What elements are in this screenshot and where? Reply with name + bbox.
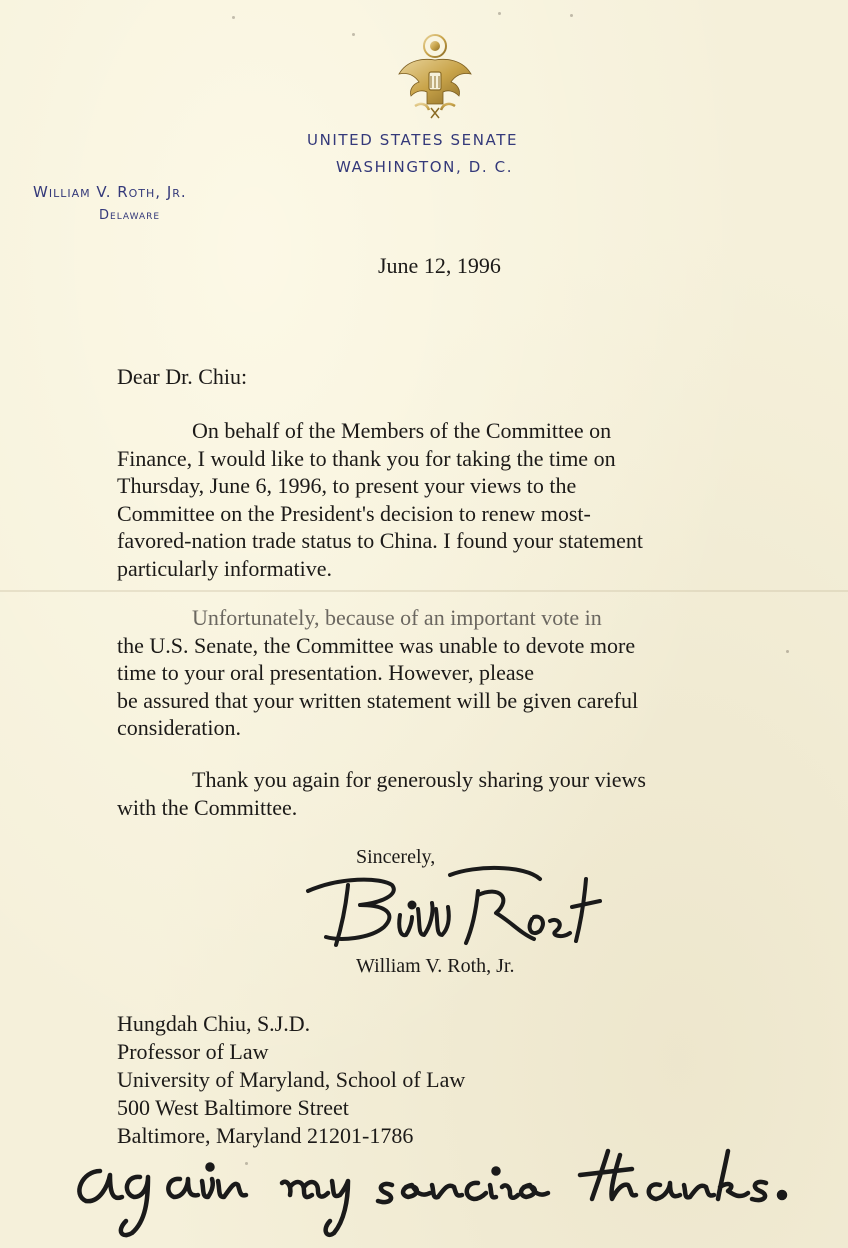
paragraph-line: consideration. (117, 715, 242, 740)
recipient-name: Hungdah Chiu, S.J.D. (117, 1011, 311, 1036)
paragraph-line: the U.S. Senate, the Committee was unable to devote more (117, 632, 636, 658)
recipient-title: Professor of Law (117, 1039, 269, 1064)
paragraph-apology (117, 604, 807, 742)
paragraph-line: Committee on the President's decision to renew most- (117, 500, 591, 526)
recipient-address (117, 1010, 465, 1150)
senator-state: Delaware (99, 208, 161, 223)
paper-speck (245, 1162, 248, 1165)
paragraph-line: Finance, I would like to thank you for taking the time on (117, 445, 616, 471)
paragraph-line: be assured that your written statement will be given careful (117, 687, 639, 713)
letterhead-city: WASHINGTON, D. C. (336, 158, 514, 176)
paragraph-line: time to your oral presentation. However, please (117, 660, 534, 685)
closing: Sincerely, (356, 846, 436, 868)
paper-speck (352, 33, 355, 36)
paragraph-line: with the Committee. (117, 794, 298, 820)
letterhead-institution: UNITED STATES SENATE (307, 131, 519, 149)
letter-date: June 12, 1996 (378, 253, 501, 278)
paper-speck (498, 12, 501, 15)
paragraph-line: particularly informative. (117, 555, 333, 581)
recipient-street: 500 West Baltimore Street (117, 1095, 349, 1120)
paper-fold-line (0, 590, 848, 592)
recipient-city: Baltimore, Maryland 21201-1786 (117, 1123, 414, 1148)
recipient-institution: University of Maryland, School of Law (117, 1067, 466, 1092)
signer-name: William V. Roth, Jr. (356, 955, 515, 977)
paragraph-line: Unfortunately, because of an important vote in (192, 605, 602, 630)
eagle-seal-icon (393, 30, 477, 122)
salutation: Dear Dr. Chiu: (117, 364, 248, 389)
senator-name: William V. Roth, Jr. (33, 183, 187, 201)
paragraph-line: favored-nation trade status to China. I found your statement (117, 528, 644, 553)
paragraph-closing (117, 766, 807, 821)
paper-speck (786, 650, 789, 653)
paragraph-line: Thursday, June 6, 1996, to present your views to the (117, 473, 577, 498)
handwritten-note (60, 1135, 800, 1245)
paragraph-line: On behalf of the Members of the Committee on (192, 418, 612, 443)
paper-speck (570, 14, 573, 17)
paragraph-line: Thank you again for generously sharing your views (192, 767, 646, 792)
paragraph-thanks (117, 417, 807, 582)
handwritten-signature (300, 855, 610, 955)
paper-speck (232, 16, 235, 19)
